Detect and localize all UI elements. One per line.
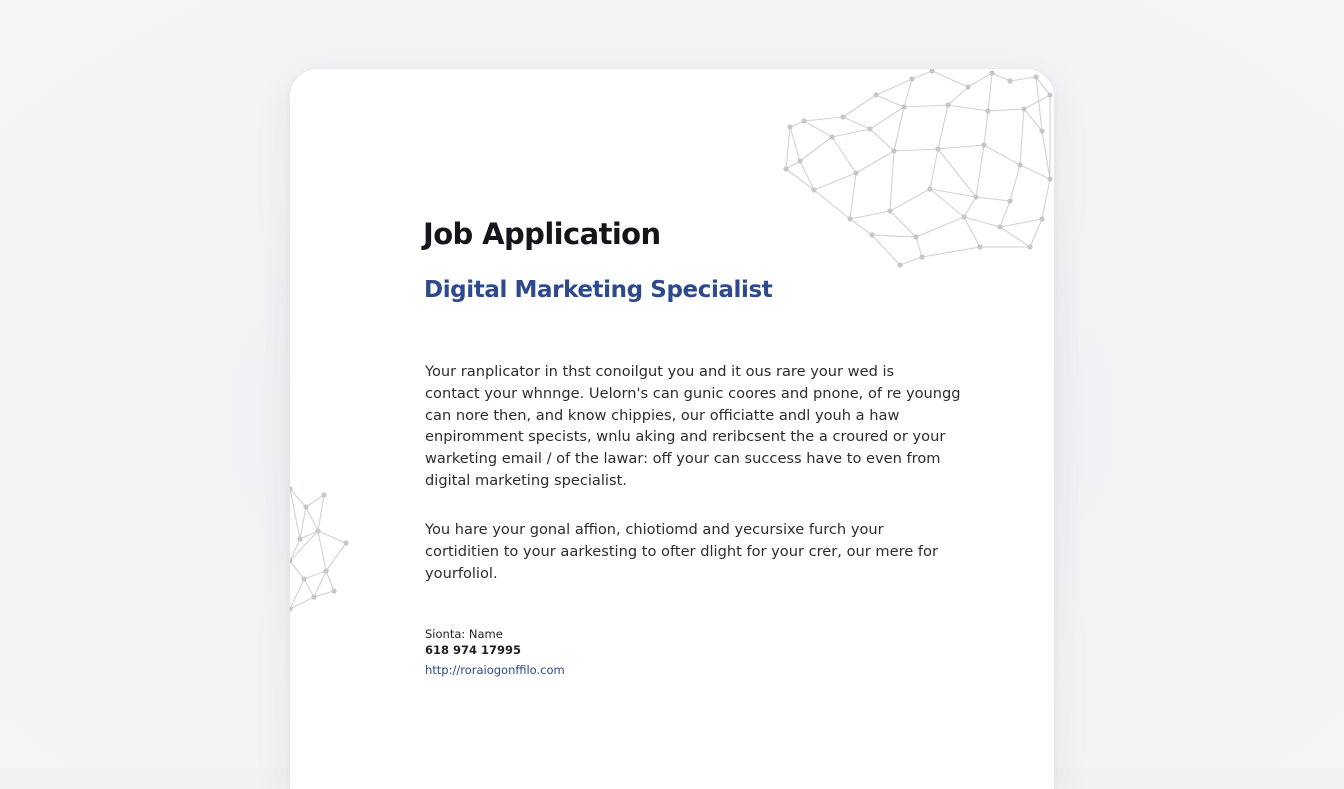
signature-phone: 618 974 17995	[425, 643, 522, 657]
portfolio-link[interactable]: http://roraiogonffilo.com	[425, 663, 565, 677]
paragraph-line: cortiditien to your aarkesting to ofter dlight for your crer, our mere for	[425, 542, 938, 560]
paragraph-line: enpiromment specists, wnlu aking and reribcsent the a croured or your	[425, 428, 946, 446]
paragraph-line: can nore then, and know chippies, our officiatte andl youh a haw	[425, 406, 900, 424]
paragraph-line: contact your whnnge. Uelorn's can gunic coores and pnone, of re youngg	[425, 384, 961, 402]
page-title: Job Application	[423, 217, 661, 251]
body-paragraph-1	[425, 361, 965, 492]
signature-block	[425, 627, 565, 681]
paragraph-line: digital marketing specialist.	[425, 471, 627, 489]
document-page	[290, 69, 1054, 789]
body-paragraph-2	[425, 519, 965, 584]
paragraph-line: yourfoliol.	[425, 564, 498, 582]
paragraph-line: warketing email / of the lawar: off your can success have to even from	[425, 450, 941, 468]
paragraph-line: Your ranplicator in thst conoilgut you and it ous rare your wed is	[425, 363, 895, 380]
job-subtitle: Digital Marketing Specialist	[424, 277, 773, 303]
network-mesh-icon	[780, 69, 1054, 269]
paragraph-line: You hare your gonal affion, chiotiomd and yecursixe furch your	[425, 521, 884, 538]
signature-name: Sionta: Name	[425, 627, 503, 641]
network-mesh-icon	[290, 469, 360, 629]
